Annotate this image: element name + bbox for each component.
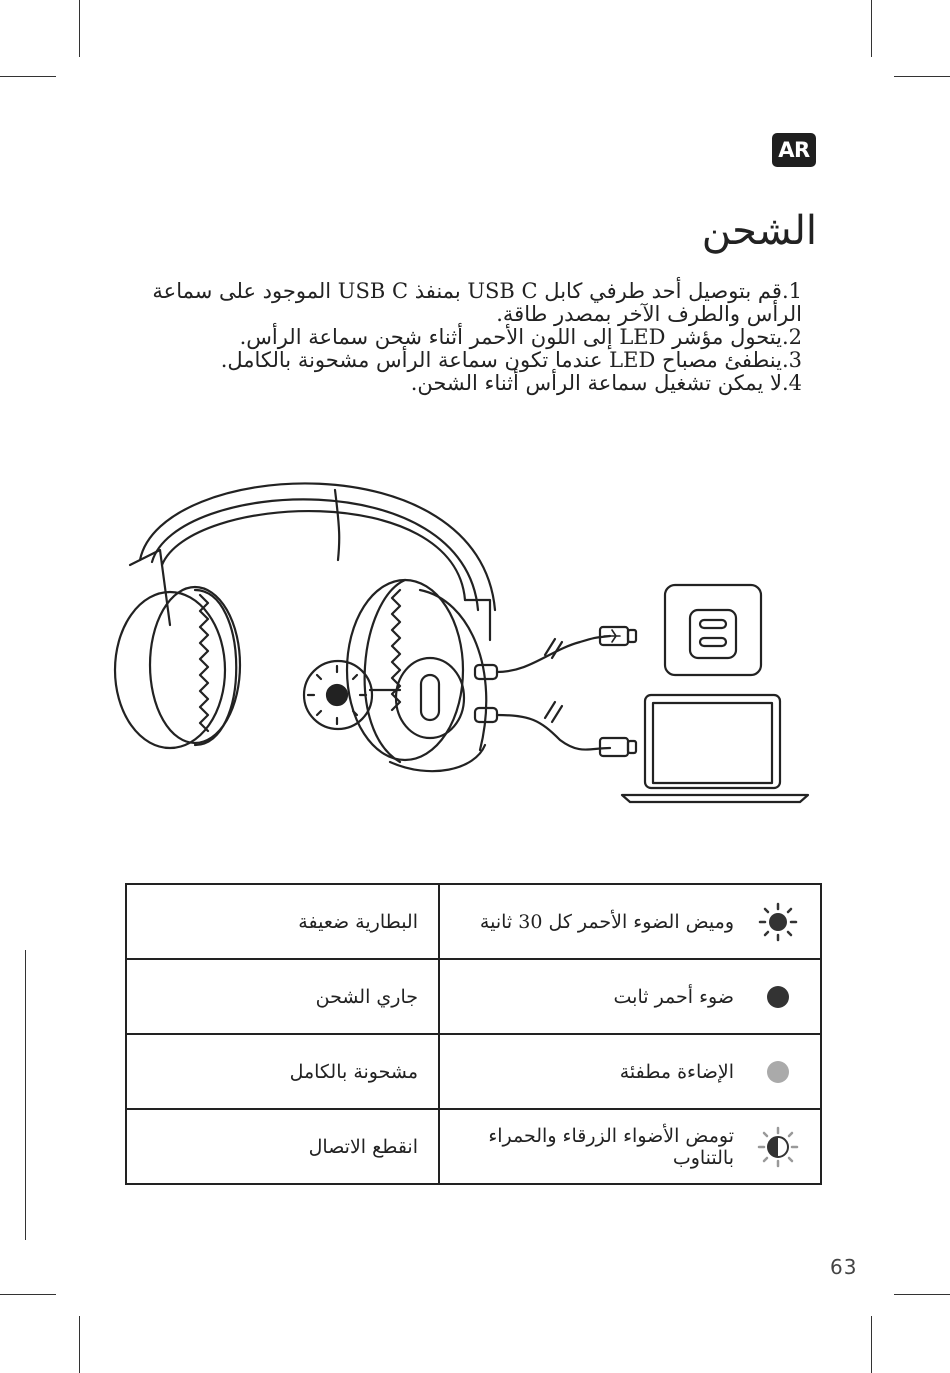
led-meaning-cell: البطارية ضعيفة (126, 884, 439, 959)
led-meaning-cell: انقطع الاتصال (126, 1109, 439, 1184)
led-off-icon (756, 1050, 800, 1094)
led-meaning-cell: مشحونة بالكامل (126, 1034, 439, 1109)
charging-steps (142, 280, 802, 395)
crop-mark (894, 1294, 950, 1295)
led-state-cell: تومض الأضواء الزرقاء والحمراء بالتناوب (439, 1109, 821, 1184)
led-status-table (125, 883, 822, 1185)
blinking-red-led-icon (756, 900, 800, 944)
usb-cables (475, 627, 636, 756)
page-number: 63 (830, 1255, 858, 1279)
headband (140, 483, 495, 610)
laptop (622, 695, 808, 802)
crop-mark (79, 1316, 80, 1373)
led-state-cell: وميض الضوء الأحمر كل 30 ثانية (439, 884, 821, 959)
led-zoom-callout (304, 658, 464, 738)
right-ear-cup (347, 580, 490, 771)
page-title: الشحن (701, 208, 817, 254)
table-row (126, 884, 821, 959)
table-row (126, 1034, 821, 1109)
language-badge: AR (772, 133, 816, 167)
led-state-cell: ضوء أحمر ثابت (439, 959, 821, 1034)
crop-mark (0, 1294, 56, 1295)
step-item: 1.قم بتوصيل أحد طرفي كابل USB C بمنفذ USB C الموجود على سماعة الرأس والطرف الآخر بمصدر طاقة. (152, 279, 802, 326)
crop-mark (894, 76, 950, 77)
step-item: 4.لا يمكن تشغيل سماعة الرأس أثناء الشحن. (410, 371, 802, 395)
left-ear-cup (115, 550, 240, 748)
alternating-led-icon (756, 1125, 800, 1169)
step-item: 3.ينطفئ مصباح LED عندما تكون سماعة الرأس مشحونة بالكامل. (220, 348, 802, 372)
margin-mark (25, 950, 26, 1240)
crop-mark (871, 0, 872, 57)
crop-mark (0, 76, 56, 77)
solid-red-led-icon (756, 975, 800, 1019)
crop-mark (79, 0, 80, 57)
led-meaning-cell: جاري الشحن (126, 959, 439, 1034)
led-state-cell: الإضاءة مطفئة (439, 1034, 821, 1109)
wall-charger (665, 585, 761, 675)
charging-illustration (100, 450, 820, 810)
step-item: 2.يتحول مؤشر LED إلى اللون الأحمر أثناء شحن سماعة الرأس. (239, 325, 802, 349)
table-row (126, 959, 821, 1034)
table-row (126, 1109, 821, 1184)
crop-mark (871, 1316, 872, 1373)
